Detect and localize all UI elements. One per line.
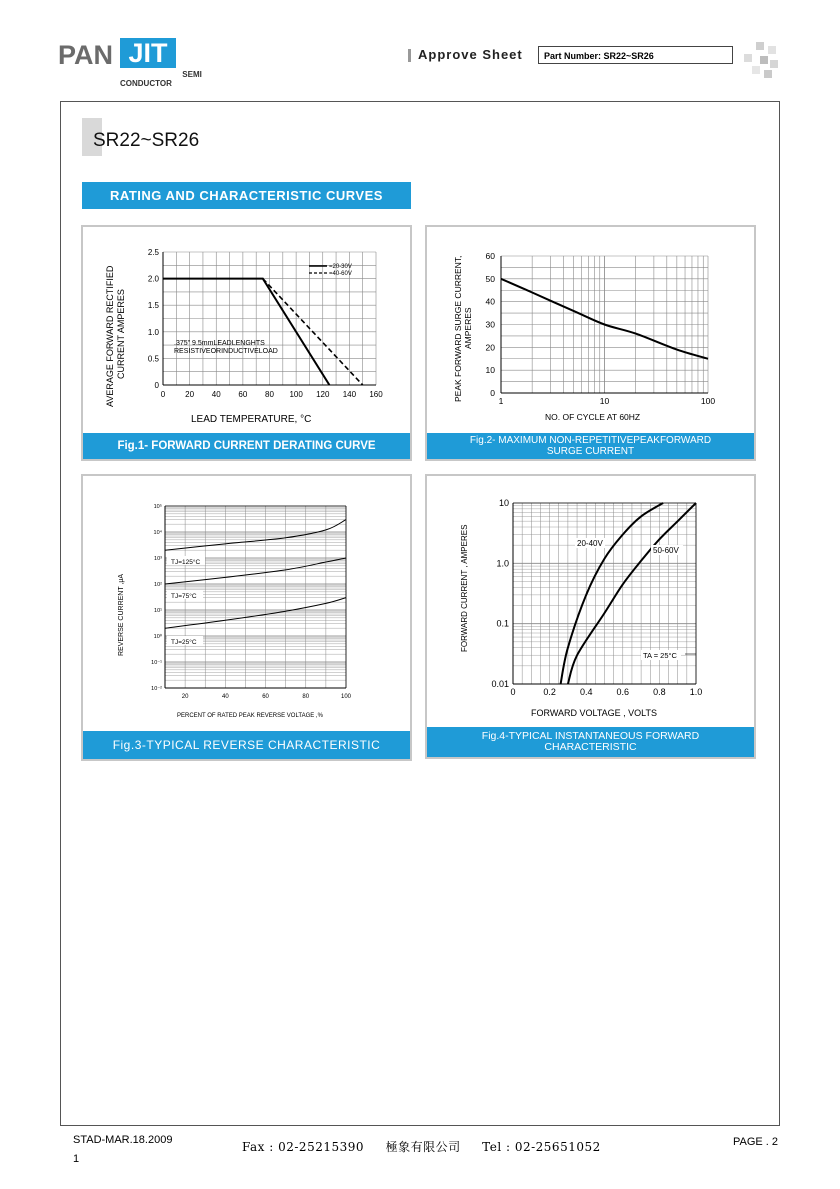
part-number-box: Part Number: SR22~SR26 (538, 46, 733, 64)
fig2-xtick: 100 (700, 396, 716, 406)
fig4-caption-2: CHARACTERISTIC (544, 741, 637, 753)
fig1-note-2: RESISTIVEORINDUCTIVELOAD (174, 348, 278, 355)
fig1-ytick: 1.0 (147, 327, 159, 337)
fig2-ytick: 50 (485, 273, 495, 284)
fig2-caption-1: Fig.2- MAXIMUM NON-REPETITIVEPEAKFORWARD (469, 435, 712, 446)
fig4-ytick: 0.01 (491, 679, 509, 689)
fig1-ytick: 2.0 (147, 274, 159, 284)
fig3-label-tj125: TJ=125°C (171, 559, 201, 566)
fig1-xtick: 120 (316, 390, 330, 399)
company-logo (58, 38, 202, 90)
fig3-caption: Fig.3-TYPICAL REVERSE CHARACTERISTIC (83, 731, 410, 759)
section-title: RATING AND CHARACTERISTIC CURVES (82, 182, 411, 209)
fig1-legend-2: =40-60V (329, 271, 352, 277)
fig4-xtick: 0.4 (579, 687, 593, 697)
fig4-xtick: 0.6 (616, 687, 630, 697)
fig2-caption-2: SURGE CURRENT (546, 446, 635, 457)
logo-jit-text: JIT (120, 38, 176, 68)
approve-sheet-label: Approve Sheet (418, 47, 523, 62)
fig4-caption-1: Fig.4-TYPICAL INSTANTANEOUS FORWARD (481, 730, 700, 742)
fig1-panel (81, 225, 412, 461)
fig1-xtick: 80 (265, 390, 274, 399)
fig4-xtick: 0 (510, 687, 516, 697)
fig3-ytick: 10⁰ (153, 634, 162, 640)
fig3-ytick: 10⁻² (151, 686, 162, 692)
logo-semi-text: SEMI (182, 70, 202, 79)
fig1-ytick: 1.5 (147, 301, 159, 311)
footer-page-index: 1 (73, 1153, 80, 1165)
fig3-xlabel: PERCENT OF RATED PEAK REVERSE VOLTAGE ,% (177, 713, 323, 719)
fig3-ylabel: REVERSE CURRENT ,μA (118, 573, 125, 656)
fig2-xtick: 1 (498, 396, 504, 406)
fig4-xtick: 0.2 (543, 687, 556, 697)
fig2-ytick: 10 (485, 365, 495, 376)
fig2-caption (427, 433, 754, 459)
fig3-ytick: 10⁻¹ (151, 660, 162, 666)
fig3-panel (81, 474, 412, 761)
checker-decoration-icon (744, 42, 780, 78)
fig2-ytick: 30 (485, 319, 495, 330)
fig2-xtick: 10 (599, 396, 610, 406)
fig1-ytick: 2.5 (147, 248, 159, 257)
footer-doc-code: STAD-MAR.18.2009 (73, 1134, 173, 1146)
fig1-xtick: 160 (369, 390, 383, 399)
fig3-xtick: 80 (302, 694, 310, 700)
logo-subtitle (120, 70, 202, 88)
fig1-ylabel-1: AVERAGE FORWARD RECTIFIED (105, 265, 115, 407)
fig1-caption: Fig.1- FORWARD CURRENT DERATING CURVE (83, 433, 410, 459)
fig3-xtick: 100 (340, 694, 352, 700)
fig4-ytick: 10 (498, 498, 509, 508)
footer-contact: Fax : 02-25215390 極象有限公司 Tel : 02-25651052 (242, 1140, 601, 1154)
fig1-xtick: 40 (211, 390, 221, 399)
fig4-xlabel: FORWARD VOLTAGE , VOLTS (531, 708, 658, 718)
fig2-chart (427, 227, 754, 435)
fig1-xtick: 20 (185, 390, 195, 399)
fig1-xlabel: LEAD TEMPERATURE, °C (191, 414, 312, 425)
fig2-ytick: 20 (485, 342, 495, 353)
fig1-note-1: .375" 9.5mmLEADLENGHTS (174, 340, 265, 347)
logo-conductor-text: CONDUCTOR (120, 79, 172, 88)
fig4-chart (427, 476, 754, 730)
fig3-ytick: 10⁵ (153, 504, 162, 510)
fig4-ytick: 1.0 (496, 558, 509, 569)
fig4-xtick: 1.0 (689, 687, 703, 697)
fig4-ylabel: FORWARD CURRENT , AMPERES (460, 524, 469, 652)
fig2-ytick: 0 (490, 388, 495, 398)
fig4-panel (425, 474, 756, 759)
fig3-xtick: 60 (262, 694, 269, 700)
fig4-label-ta: TA = 25°C (643, 651, 677, 660)
fig1-xtick: 0 (160, 390, 166, 399)
fig1-xtick: 60 (238, 390, 248, 399)
fig3-label-tj75: TJ=75°C (171, 593, 197, 600)
fig3-xtick: 20 (181, 694, 189, 700)
fig2-panel (425, 225, 756, 461)
footer-page-number: PAGE . 2 (733, 1136, 779, 1148)
fig2-xlabel: NO. OF CYCLE AT 60HZ (545, 412, 641, 422)
fig3-xtick: 40 (221, 694, 229, 700)
fig3-chart (83, 476, 410, 728)
fig1-ylabel-2: CURRENT AMPERES (116, 289, 126, 379)
fig3-label-tj25: TJ=25°C (171, 639, 197, 646)
fig2-ylabel-1: PEAK FORWARD SURGE CURRENT, (453, 255, 463, 402)
fig3-ytick: 10³ (154, 556, 162, 562)
approve-marker (408, 49, 411, 62)
fig3-ytick: 10¹ (154, 608, 162, 614)
fig2-ylabel-2: AMPERES (463, 307, 473, 349)
logo-pan-text: PAN (58, 40, 114, 70)
fig3-ytick: 10² (154, 582, 162, 588)
fig1-ytick: 0 (154, 381, 159, 390)
fig4-caption (427, 727, 754, 757)
fig4-ytick: 0.1 (496, 618, 509, 629)
fig3-ytick: 10⁴ (153, 530, 162, 536)
fig2-ytick: 60 (485, 251, 495, 261)
fig4-label-20-40v: 20-40V (577, 539, 603, 548)
fig4-label-50-60v: 50-60V (653, 546, 679, 555)
fig2-ytick: 40 (485, 296, 495, 307)
page-title: SR22~SR26 (93, 130, 200, 151)
fig1-xtick: 140 (342, 390, 357, 399)
fig1-ytick: 0.5 (147, 354, 159, 364)
fig1-xtick: 100 (289, 390, 303, 399)
fig4-xtick: 0.8 (653, 687, 666, 697)
fig1-chart (83, 227, 410, 437)
fig1-legend-1: =20-30V (329, 264, 352, 270)
